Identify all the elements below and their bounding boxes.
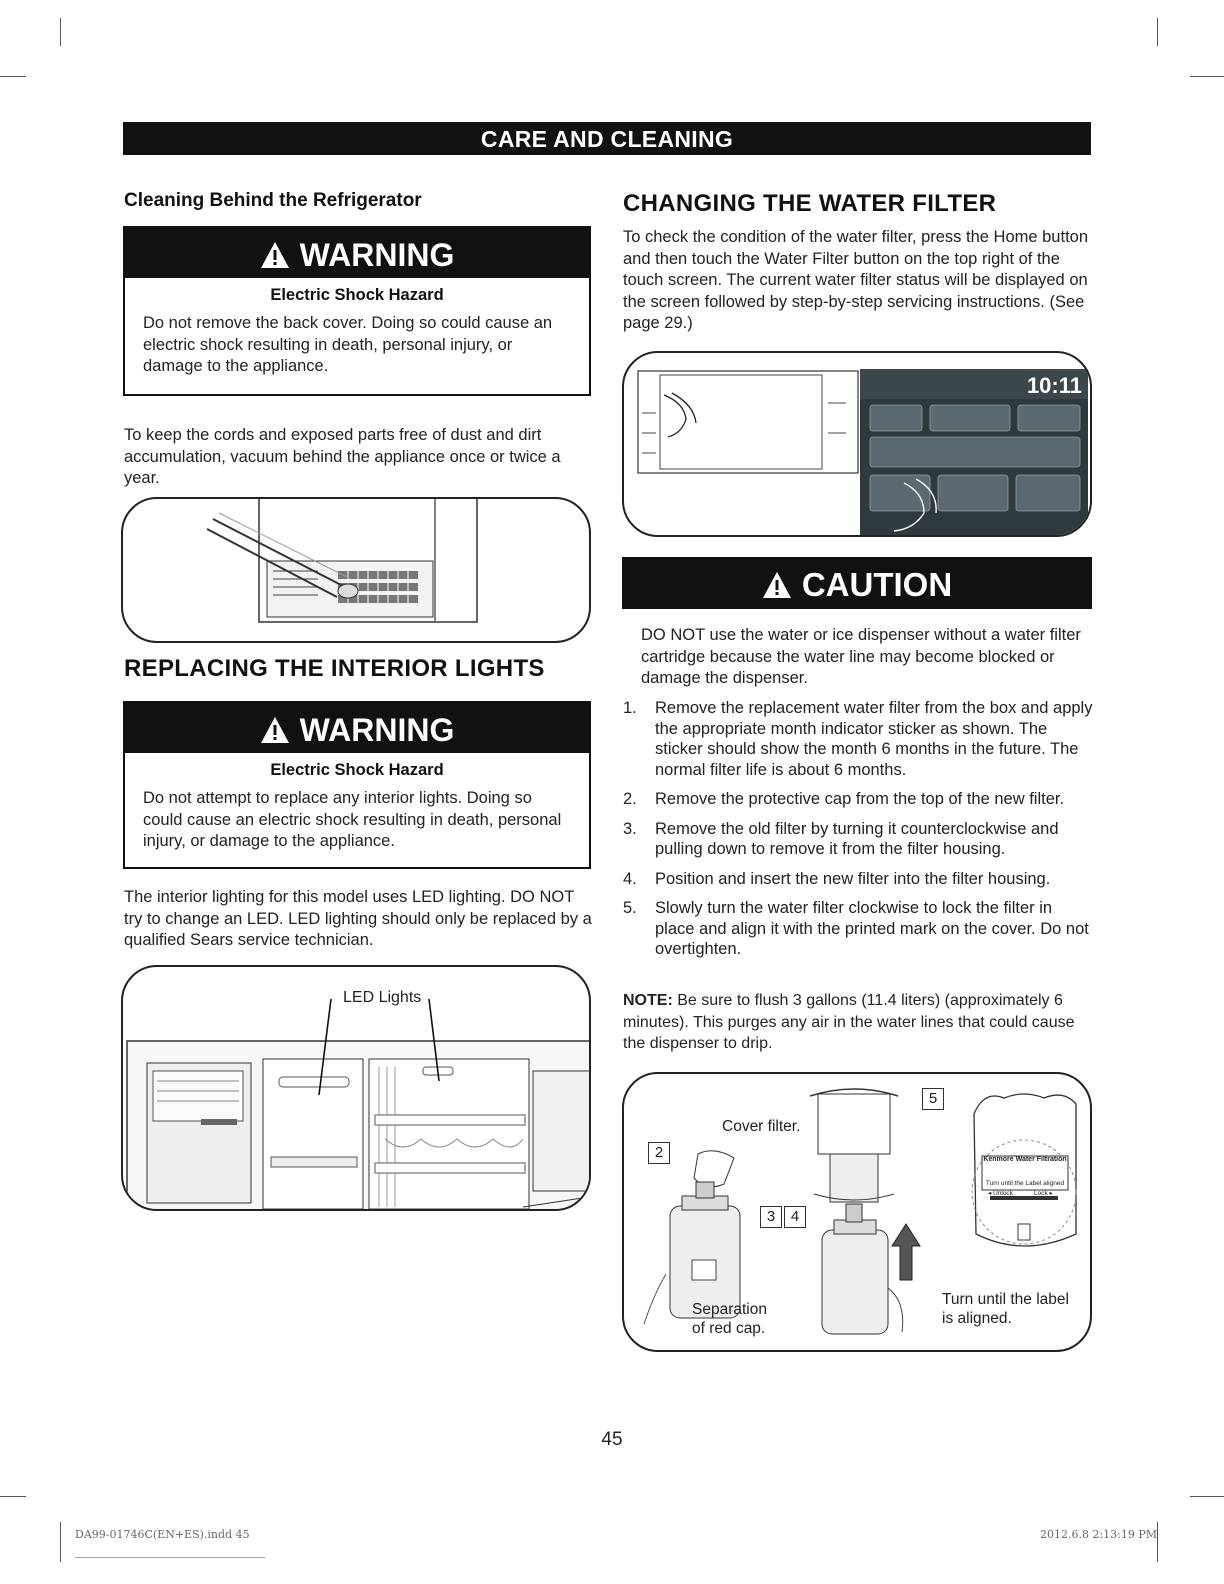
filter-steps-list bbox=[623, 698, 1093, 969]
warning-subtitle: Electric Shock Hazard bbox=[270, 286, 444, 304]
water-filter-heading: CHANGING THE WATER FILTER bbox=[623, 190, 997, 217]
warning-title: WARNING bbox=[299, 237, 455, 273]
step-badge-4: 4 bbox=[784, 1206, 806, 1228]
screen-clock: 10:11 bbox=[1026, 373, 1082, 398]
illustration-led-lights bbox=[121, 965, 591, 1211]
warning-header bbox=[125, 228, 589, 278]
caution-header bbox=[622, 557, 1092, 609]
caution-title: CAUTION bbox=[801, 566, 953, 603]
cleaning-heading: Cleaning Behind the Refrigerator bbox=[124, 190, 422, 211]
caution-triangle-icon bbox=[762, 571, 792, 599]
cover-filter-label: Cover filter. bbox=[722, 1118, 801, 1135]
note-label: NOTE: bbox=[623, 992, 673, 1009]
separation-label: Separation of red cap. bbox=[692, 1301, 767, 1337]
warning-header bbox=[125, 703, 589, 753]
crop-mark bbox=[0, 1496, 26, 1497]
warning-triangle-icon bbox=[260, 716, 290, 744]
step-badge-5: 5 bbox=[922, 1088, 944, 1110]
footer-file-info: DA99-01746C(EN+ES).indd 45 bbox=[75, 1528, 250, 1541]
footer-rule bbox=[75, 1557, 265, 1558]
crop-mark bbox=[60, 18, 61, 46]
illustration-rear-vacuum bbox=[121, 497, 591, 643]
warning-box-lights bbox=[123, 701, 591, 869]
note-text: Be sure to flush 3 gallons (11.4 liters) (approximately 6 minutes). This purges any air in the water lines that could cause the dispenser to drip. bbox=[623, 992, 1075, 1052]
lights-text: The interior lighting for this model uses LED lighting. DO NOT try to change an LED. LED lighting should only be replaced by a qualified Sears service technician. bbox=[124, 888, 592, 949]
section-banner: CARE AND CLEANING bbox=[123, 122, 1091, 155]
cleaning-text: To keep the cords and exposed parts free of dust and dirt accumulation, vacuum behind the appliance once or twice a year. bbox=[124, 426, 561, 487]
crop-mark bbox=[0, 76, 26, 77]
crop-mark bbox=[1157, 18, 1158, 46]
note-paragraph bbox=[623, 990, 1089, 1055]
list-item: 4. Position and insert the new filter into the filter housing. bbox=[623, 869, 1051, 888]
lights-heading: REPLACING THE INTERIOR LIGHTS bbox=[124, 655, 545, 682]
filter-label-instruction: Turn until the Label aligned bbox=[985, 1180, 1065, 1187]
step-badge-3: 3 bbox=[760, 1206, 782, 1228]
warning-triangle-icon bbox=[260, 241, 290, 269]
list-item: 5. Slowly turn the water filter clockwise to lock the filter in place and align it with the printed mark on the cover. Do not overtighten. bbox=[623, 899, 1089, 958]
turn-label: Turn until the label is aligned. bbox=[942, 1291, 1069, 1327]
footer-timestamp: 2012.6.8 2:13:19 PM bbox=[1040, 1528, 1158, 1541]
water-filter-intro: To check the condition of the water filter, press the Home button and then touch the Water Filter button on the top right of the touch screen. The current water filter status will be displayed on the screen followed by step-by-step servicing instructions. (See page 29.) bbox=[623, 228, 1089, 332]
crop-mark bbox=[1190, 1496, 1224, 1497]
illustration-filter-steps bbox=[622, 1072, 1092, 1352]
crop-mark bbox=[60, 1522, 61, 1562]
step-badge-2: 2 bbox=[648, 1142, 670, 1164]
warning-title: WARNING bbox=[299, 712, 455, 748]
crop-mark bbox=[1157, 1522, 1158, 1562]
list-item: 1. Remove the replacement water filter from the box and apply the appropriate month indicator sticker as shown. The sticker should show the month 6 months in the future. The normal filter life is about 6 months. bbox=[623, 699, 1093, 779]
led-lights-label: LED Lights bbox=[343, 989, 422, 1006]
caution-body: DO NOT use the water or ice dispenser without a water filter cartridge because the water line may become blocked or damage the dispenser. bbox=[641, 626, 1081, 687]
warning-body: Do not remove the back cover. Doing so could cause an electric shock resulting in death, personal injury, or damage to the appliance. bbox=[143, 314, 553, 375]
list-item: 3. Remove the old filter by turning it counterclockwise and pulling down to remove it from the filter housing. bbox=[623, 819, 1059, 858]
filter-label-brand: Kenmore Water Filtration bbox=[983, 1156, 1067, 1163]
crop-mark bbox=[1190, 76, 1224, 77]
page-number: 45 bbox=[601, 1429, 623, 1450]
filter-label-unlock: ◂ Unlock bbox=[988, 1190, 1013, 1197]
rear-refrigerator-drawing bbox=[123, 499, 589, 641]
filter-label-lock: Lock ▸ bbox=[1034, 1190, 1053, 1197]
illustration-touch-screen bbox=[622, 351, 1092, 537]
warning-subtitle: Electric Shock Hazard bbox=[270, 761, 444, 779]
warning-box-back-cover bbox=[123, 226, 591, 396]
list-item: 2. Remove the protective cap from the top of the new filter. bbox=[623, 790, 1065, 808]
warning-body: Do not attempt to replace any interior lights. Doing so could cause an electric shock resulting in death, personal injury, or damage to the appliance. bbox=[143, 789, 562, 850]
